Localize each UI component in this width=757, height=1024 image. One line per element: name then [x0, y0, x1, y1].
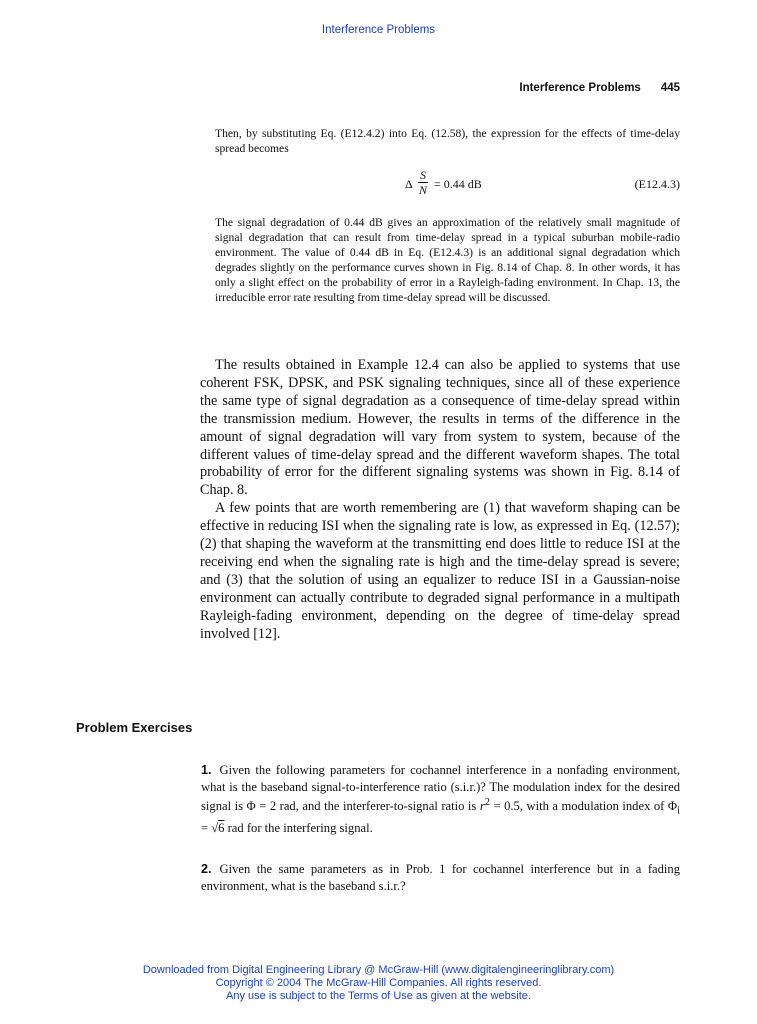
problem-number: 2. [201, 862, 212, 876]
equation-numerator: S [420, 168, 426, 182]
equation-e12-4-3 [215, 168, 680, 200]
equation-fraction [418, 168, 428, 198]
equation-tag: (E12.4.3) [634, 177, 680, 191]
section-title: Problem Exercises [76, 720, 193, 735]
problem-2: 2. Given the same parameters as in Prob. 1 for cochannel interference but in a fading environment, what is the baseband s.i.r.? [201, 862, 680, 893]
equation-delta: Δ [405, 177, 413, 191]
footer [0, 964, 757, 1003]
running-head [519, 82, 680, 94]
problem-number: 1. [201, 763, 212, 777]
problem-1: 1. Given the following parameters for cochannel interference in a nonfading environment, what is the baseband signal-to-interference ratio (s.i.r.)? The modulation index for the desired signal is Φ = 2 rad, and the interferer-to-signal ratio is $r^2 = 0.5$, with a modulation index of $\Phi_i = √6$ rad for the interfering signal. [201, 763, 680, 836]
top-link[interactable]: Interference Problems [321, 24, 436, 36]
footer-copyright[interactable]: Copyright © 2004 The McGraw-Hill Companies. All rights reserved. [215, 977, 542, 989]
footer-download-link[interactable]: Downloaded from Digital Engineering Library @ McGraw-Hill (www.digitalengineeringlibrary.com) [142, 964, 615, 976]
example-paragraph: The signal degradation of 0.44 dB gives an approximation of the relatively small magnitude of signal degradation that can result from time-delay spread in a typical suburban mobile-radio environment. The value of 0.44 dB in Eq. (E12.4.3) is an additional signal degradation which degrades slightly on the performance curves shown in Fig. 8.14 of Chap. 8. In other words, it has only a slight effect on the probability of error in a Rayleigh-fading environment. In Chap. 13, the irreducible error rate resulting from time-delay spread will be discussed. [215, 216, 680, 305]
running-head-title: Interference Problems [519, 82, 641, 94]
body-paragraph-2: A few points that are worth remembering are (1) that waveform shaping can be effective in reducing ISI when the signaling rate is low, as expressed in Eq. (12.57); (2) that shaping the waveform at the transmitting end does little to reduce ISI at the receiving end when the signaling rate is high and the time-delay spread is severe; and (3) that the solution of using an equalizer to reduce ISI in a Gaussian-noise environment can actually contribute to degraded signal performance in a multipath Rayleigh-fading environment, depending on the degree of time-delay spread involved [12]. [200, 500, 680, 642]
footer-terms[interactable]: Any use is subject to the Terms of Use as given at the website. [226, 990, 531, 1002]
equation-rhs: = 0.44 dB [434, 177, 482, 191]
page-number: 445 [660, 82, 680, 94]
body-paragraph-1: The results obtained in Example 12.4 can also be applied to systems that use coherent FSK, DPSK, and PSK signaling techniques, since all of these experience the same type of signal degradation as a consequence of time-delay spread within the transmission medium. However, the results in terms of the difference in the amount of signal degradation will vary from system to system, because of the different values of time-delay spread and the different waveform shapes. The total probability of error for the different signaling systems was shown in Fig. 8.14 of Chap. 8. [200, 357, 680, 499]
example-intro: Then, by substituting Eq. (E12.4.2) into Eq. (12.58), the expression for the effects of time-delay spread becomes [215, 127, 680, 156]
body-text [200, 357, 680, 644]
equation-denominator: N [418, 183, 427, 197]
